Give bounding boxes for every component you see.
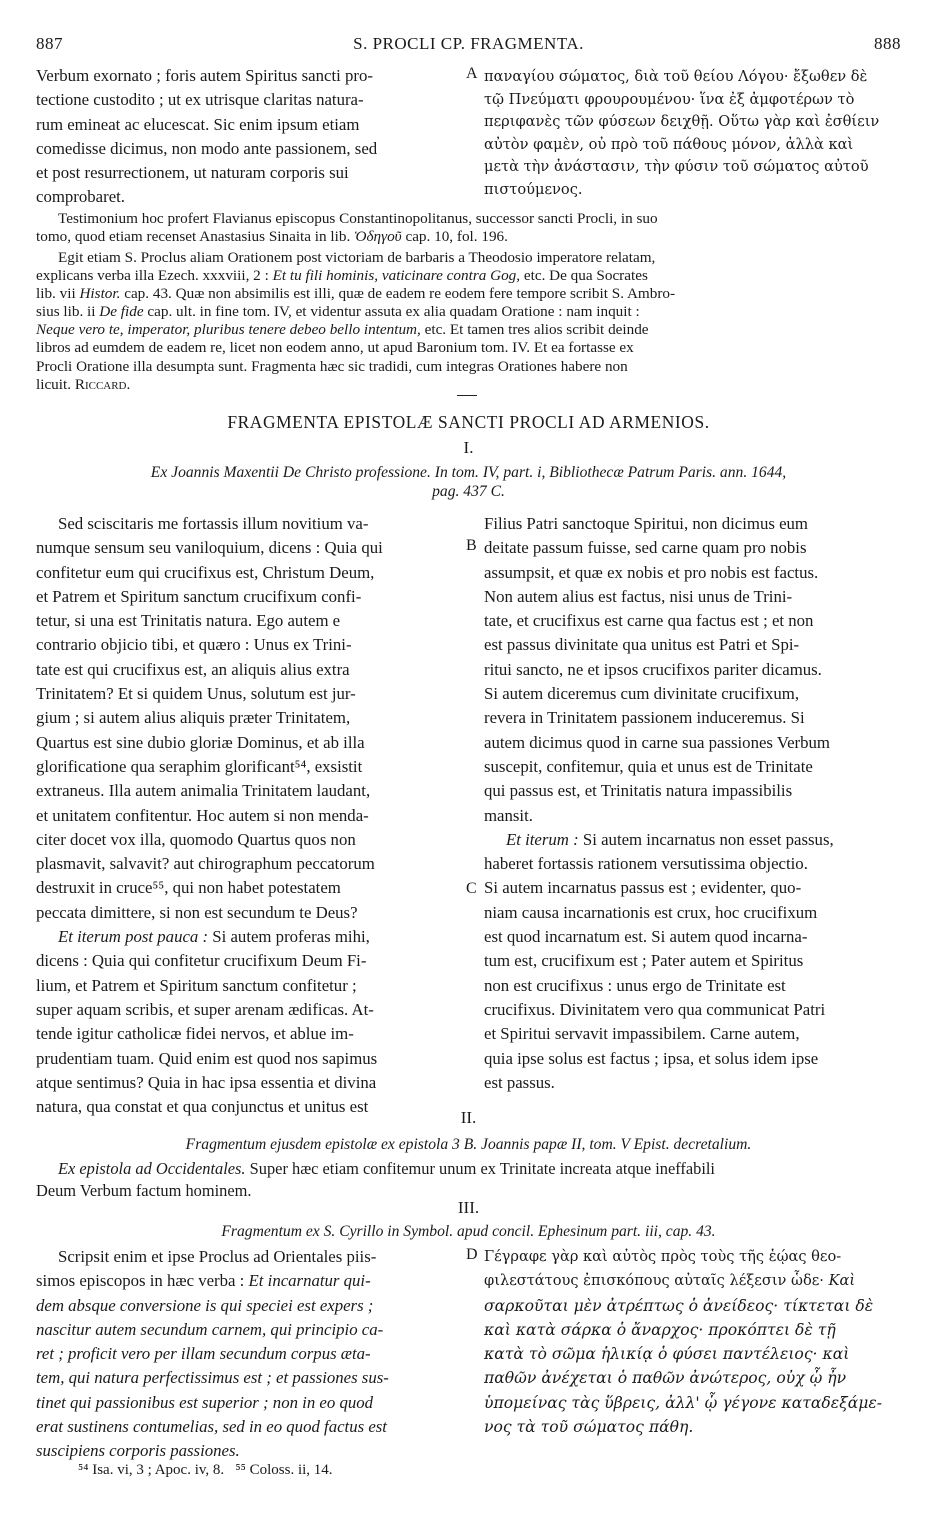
text-line: niam causa incarnationis est crux, hoc crucifixum [484,902,818,922]
running-title: S. PROCLI CP. FRAGMENTA. [353,34,584,53]
note-line: lib. vii Histor. cap. 43. Quæ non absimilis est illi, quæ de eadem re eodem fere tempore scribit S. Ambro- [36,285,676,303]
text-line: dicens : Quia qui confitetur crucifixum Deum Fi- [36,951,367,971]
greek-line: περιφανὲς τῶν φύσεων δειχθῇ. Οὕτω γὰρ καὶ ἐσθίειν [484,113,880,131]
margin-marker-b: B [466,537,477,554]
source-line: Fragmentum ex S. Cyrillo in Symbol. apud concil. Ephesinum part. iii, cap. 43. [221,1223,716,1240]
text-line: suscepit, confitemur, quia et unus est de Trinitate [484,756,813,776]
text-line: citer docet vox illa, quomodo Quartus quos non [36,829,356,849]
greek-line: παναγίου σώματος, διὰ τοῦ θείου Λόγου· ἔξωθεν δὲ [484,68,868,85]
top-greek-column [484,66,901,202]
text-line: simos episcopos in hæc verba : Et incarnatur qui- [36,1271,371,1291]
text-line: deitate passum fuisse, sed carne quam pro nobis [484,538,807,558]
text-line: Et iterum : Si autem incarnatus non esset passus, [506,829,834,849]
text-line: et Spiritui servavit impassibilem. Carne autem, [484,1024,800,1044]
note-line: Egit etiam S. Proclus aliam Orationem post victoriam de barbaris a Theodosio imperatore relatam, [58,249,656,266]
section-number-1: I. [463,438,474,457]
text-line: Quartus est sine dubio gloriæ Dominus, et ab illa [36,732,365,752]
note-line: sius lib. ii De fide cap. ult. in fine tom. IV, et videntur assuta ex alia quadam Oratione : nam inquit : [36,303,640,321]
note-line: explicans verba illa Ezech. xxxviii, 2 : Et tu fili hominis, vaticinare contra Gog, etc. De qua Socrates [36,267,648,285]
text-line: tum est, crucifixum est ; Pater autem et Spiritus [484,951,804,971]
source-line: pag. 437 C. [432,483,505,500]
text-line: crucifixus. Divinitatem vero qua communicat Patri [484,999,826,1019]
text-line: autem dicimus quod in carne sua passiones Verbum [484,732,830,752]
greek-line: φιλεστάτους ἐπισκόπους αὐταῖς λέξεσιν ὧδε· Καὶ [484,1272,856,1290]
note-line: Procli Oratione illa desumpta sunt. Fragmenta hæc sic tradidi, cum integras Orationes habere non [36,357,628,375]
sec3-right-column [484,1245,901,1439]
text-line: Scripsit enim et ipse Proclus ad Orientales piis- [58,1247,377,1266]
sec2-text [36,1158,901,1202]
text-line: plasmavit, salvavit? aut chirographum peccatorum [36,854,375,874]
egit-note [36,249,901,394]
section-number-2: II. [460,1108,477,1127]
sec1-left-column [36,512,464,1119]
text-line: Si autem diceremus cum divinitate crucifixum, [484,684,800,704]
text-line: confitetur eum qui crucifixus est, Christum Deum, [36,562,375,582]
text-line: tinet qui passionibus est superior ; non in eo quod [36,1392,374,1412]
text-line: ret ; proficit vero per illam secundum corpus ætа- [36,1344,371,1364]
text-line: glorificatione qua seraphim glorificant⁵⁴, exsistit [36,756,363,776]
greek-line: κατὰ τὸ σῶμα ἡλικίᾳ ὁ φύσει παντέλειος· καὶ [484,1345,850,1364]
text-line: contrario objicio tibi, et quæro : Unus ex Trini- [36,635,352,655]
text-line: prudentiam tuam. Quid enim est quod nos sapimus [36,1048,378,1068]
margin-marker-c: C [466,880,477,897]
text-line: suscipiens corporis passiones. [36,1441,240,1461]
greek-line: μετὰ τὴν ἀνάστασιν, τὴν φύσιν τοῦ σώματος αὐτοῦ [484,158,869,176]
text-line: et Patrem et Spiritum sanctum crucifixum confi- [36,586,362,606]
greek-line: αὐτὸν φαμὲν, οὐ πρὸ τοῦ πάθους μόνον, ἀλλὰ καὶ [484,135,854,153]
text-line: tate, et crucifixus est carne qua factus est ; et non [484,611,814,631]
section-heading: FRAGMENTA EPISTOLÆ SANCTI PROCLI AD ARMENIOS. [227,412,710,432]
text-line: Trinitatem? Et si quidem Unus, solutum est jur- [36,684,356,704]
running-header [36,34,901,58]
note-line: licuit. Riccard. [36,375,131,393]
text-line: est passus divinitate qua unitus est Patri et Spi- [484,635,800,655]
text-line: destruxit in cruce⁵⁵, qui non habet potestatem [36,878,341,898]
text-line: Non autem alius est factus, nisi unus de Trini- [484,586,793,606]
margin-marker-a: A [466,65,478,82]
text-line: haberet fortassis rationem versutissima objectio. [484,854,808,874]
text-line: est quod incarnatum est. Si autem quod incarna- [484,927,808,947]
text-line: gium ; si autem alius aliquis præter Trinitatem, [36,708,351,728]
greek-line: πιστούμενος. [484,180,583,198]
text-line: tem, qui natura perfectissimus est ; et passiones sus- [36,1368,389,1388]
sec3-left-column [36,1245,464,1464]
text-line: Deum Verbum factum hominem. [36,1181,252,1200]
section-rule [457,395,477,396]
text-line: tende igitur catholicæ fidei nervos, et ablue im- [36,1024,354,1044]
text-line: assumpsit, et quæ ex nobis et pro nobis est factus. [484,562,819,582]
text-line: Et iterum post pauca : Si autem proferas mihi, [58,927,370,947]
note-line: Testimonium hoc profert Flavianus episcopus Constantinopolitanus, successor sancti Procli, in suo [58,210,658,227]
text-line: Sed sciscitaris me fortassis illum novitium va- [58,514,369,533]
text-line: super aquam scribis, et super arenam ædificas. At- [36,999,374,1019]
text-line: Si autem incarnatus passus est ; evidenter, quo- [484,878,802,898]
text-line: Filius Patri sanctoque Spiritui, non dicimus eum [484,514,808,533]
greek-line: ὑπομείνας τὰς ὕβρεις, ἀλλ' ᾧ γέγονε καταδεξάμε- [484,1393,883,1412]
greek-line: νος τὰ τοῦ σώματος πάθη. [484,1418,694,1437]
latin-line: tectione custodito ; ut ex utrisque claritas natura- [36,90,364,110]
latin-line: et post resurrectionem, ut naturam corporis sui [36,163,349,183]
text-line: tate est qui crucifixus est, an aliquis alius extra [36,659,350,679]
note-line: Neque vero te, imperator, pluribus tenere debeo bello intentum, etc. Et tamen tres alios scribit deinde [36,321,649,339]
text-line: non est crucifixus : unus ergo de Trinitate est [484,975,786,995]
note-line: libros ad eumdem de eadem re, licet non eodem anno, ut apud Baronium tom. IV. Et ea fortasse ex [36,339,634,357]
text-line: dem absque conversione is qui speciei est expers ; [36,1295,374,1315]
text-line: erat sustinens contumelias, sed in eo quod factus est [36,1417,387,1437]
latin-line: Verbum exornato ; foris autem Spiritus sancti pro- [36,66,373,85]
greek-line: τῷ Πνεύματι φρουρουμένου· ἵνα ἐξ ἀμφοτέρων τὸ [484,90,855,108]
greek-line: παθῶν ἀνέχεται ὁ παθῶν ἀνώτερος, οὐχ ᾧ ἦν [484,1369,847,1388]
source-line: Fragmentum ejusdem epistolæ ex epistola 3 B. Joannis papæ II, tom. V Epist. decretalium. [185,1136,752,1153]
greek-line: Γέγραφε γὰρ καὶ αὐτὸς πρὸς τοὺς τῆς ἑῴας θεο- [484,1248,842,1265]
text-line: mansit. [484,805,533,825]
latin-line: comprobaret. [36,187,125,207]
text-line: Ex epistola ad Occidentales. Super hæc etiam confitemur unum ex Trinitate increata atque ineffabili [58,1159,715,1178]
text-line: revera in Trinitatem passionem induceremus. Si [484,708,805,728]
text-line: numque sensum seu vaniloquium, dicens : Quia qui [36,538,383,558]
note-line: tomo, quod etiam recenset Anastasius Sinaita in lib. Ὁδηγοῦ cap. 10, fol. 196. [36,228,508,246]
text-line: est passus. [484,1072,555,1092]
latin-line: comedisse dicimus, non modo ante passionem, sed [36,138,378,158]
page-number-left: 887 [36,34,63,53]
text-line: quia ipse solus est factus ; ipsa, et solus idem ipse [484,1048,819,1068]
text-line: peccata dimittere, si non est secundum te Deus? [36,902,358,922]
greek-line: καὶ κατὰ σάρκα ὁ ἄναρχος· προκόπτει δὲ τῇ [484,1320,836,1339]
page-number-right: 888 [874,34,901,53]
latin-line: rum emineat ac elucescat. Sic enim ipsum etiam [36,114,360,134]
source-line: Ex Joannis Maxentii De Christo professione. In tom. IV, part. i, Bibliothecæ Patrum Paris. ann. 1644, [150,464,787,481]
footnote: ⁵⁴ Isa. vi, 3 ; Apoc. iv, 8. ⁵⁵ Coloss. ii, 14. [78,1462,333,1478]
text-line: natura, qua constat et qua conjunctus et unitus est [36,1097,369,1117]
text-line: qui passus est, et Trinitatis natura impassibilis [484,781,793,801]
sec1-right-column [484,512,901,1095]
text-line: atque sentimus? Quia in hac ipsa essentia et divina [36,1072,377,1092]
greek-line: σαρκοῦται μὲν ἀτρέπτως ὁ ἀνείδεος· τίκτεται δὲ [484,1296,874,1315]
text-line: nascitur autem secundum carnem, qui principio ca- [36,1319,384,1339]
text-line: tetur, si una est Trinitatis natura. Ego autem e [36,611,341,631]
text-line: extraneus. Illa autem animalia Trinitatem laudant, [36,781,371,801]
text-line: ritui sancto, ne et ipsos crucifixos pariter dicamus. [484,659,822,679]
margin-marker-d: D [466,1246,478,1263]
testimonium-note [36,210,901,246]
text-line: et unitatem confitentur. Hoc autem si non menda- [36,805,369,825]
section-number-3: III. [457,1198,480,1217]
text-line: lium, et Patrem et Spiritum sanctum confitetur ; [36,975,357,995]
top-latin-column [36,64,464,210]
